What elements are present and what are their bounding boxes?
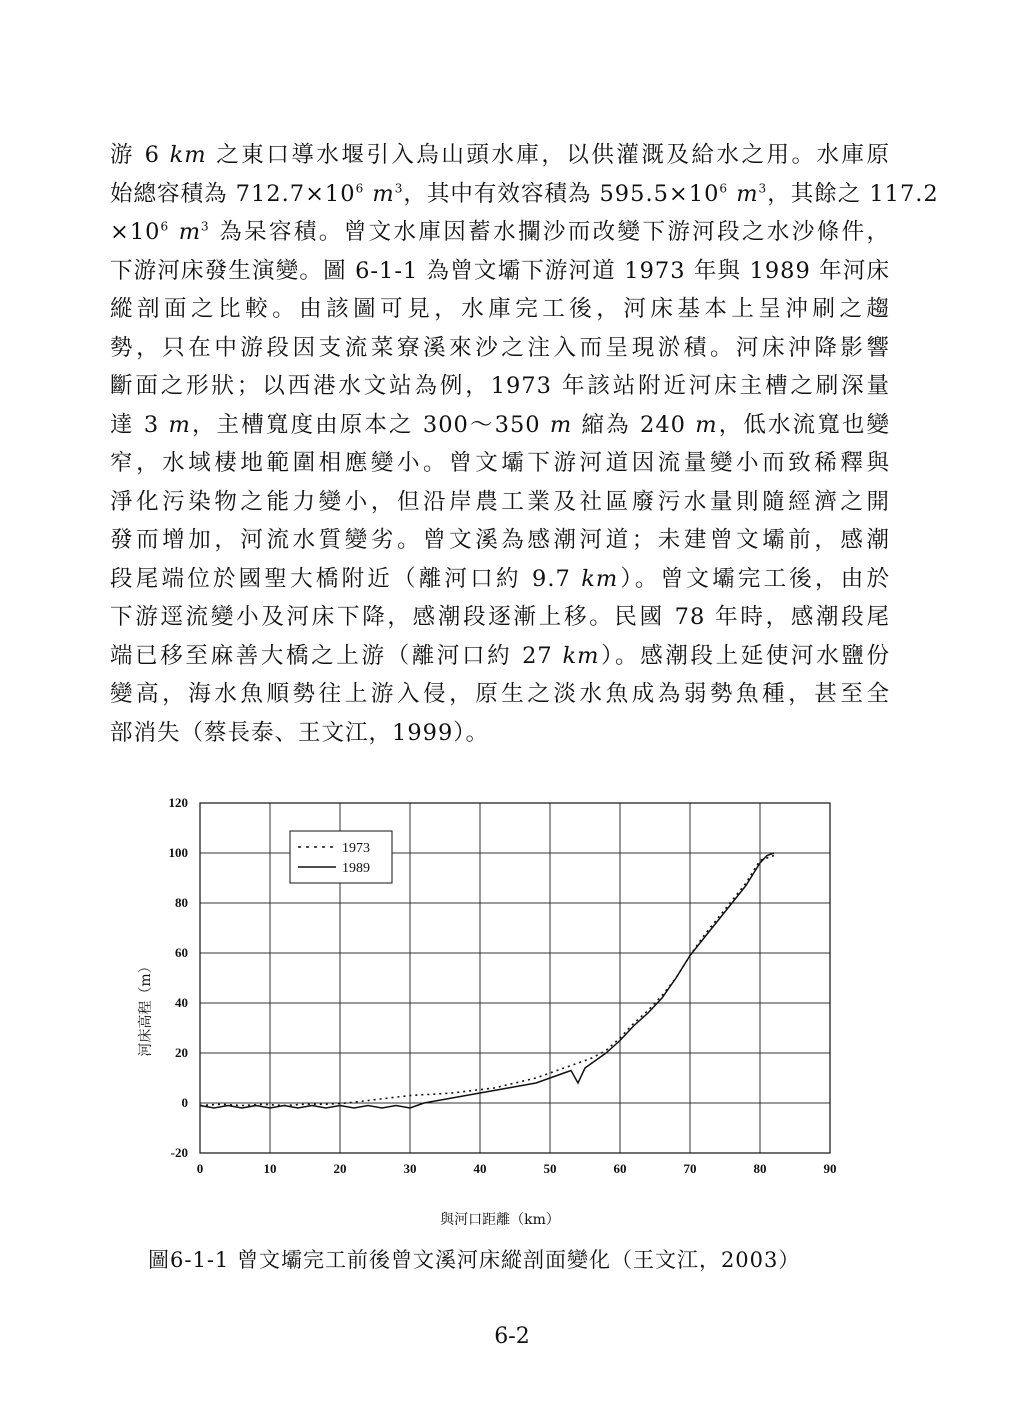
figure-caption: 圖6-1-1 曾文壩完工前後曾文溪河床縱剖面變化（王文江，2003） (148, 1248, 801, 1272)
y-tick-label: 80 (175, 895, 188, 910)
y-tick-label: 20 (175, 1045, 188, 1060)
y-tick-label: 100 (168, 845, 188, 860)
y-tick-label: 40 (175, 995, 188, 1010)
body-line: 窄，水域棲地範圍相應變小。曾文壩下游河道因流量變小而致稀釋與 (110, 450, 890, 476)
x-tick-label: 20 (333, 1161, 347, 1176)
x-tick-label: 50 (543, 1161, 557, 1176)
body-line: 淨化污染物之能力變小，但沿岸農工業及社區廢污水量則隨經濟之開 (110, 488, 890, 515)
body-line: 勢，只在中游段因支流菜寮溪來沙之注入而呈現淤積。河床沖降影響 (110, 334, 890, 361)
body-line: 變高，海水魚順勢往上游入侵，原生之淡水魚成為弱勢魚種，甚至全 (110, 681, 890, 707)
chart-axes (169, 795, 837, 1176)
y-axis-label: 河床高程（m） (138, 959, 154, 1057)
x-tick-label: 90 (823, 1161, 837, 1176)
body-line: 游 6 km 之東口導水堰引入烏山頭水庫，以供灌溉及給水之用。水庫原 (110, 142, 891, 168)
y-tick-label: 0 (181, 1095, 188, 1110)
chart-legend (290, 831, 392, 883)
legend-label-1973: 1973 (342, 841, 370, 856)
y-tick-label: -20 (170, 1145, 188, 1160)
x-tick-label: 40 (473, 1161, 487, 1176)
x-axis-label: 與河口距離（km） (440, 1212, 560, 1228)
body-line: 達 3 m，主槽寬度由原本之 300～350 m 縮為 240 m，低水流寬也變 (110, 411, 890, 438)
body-line: 下游逕流變小及河床下降，感潮段逐漸上移。民國 78 年時，感潮段尾 (110, 604, 890, 630)
x-tick-label: 60 (613, 1161, 627, 1176)
series-line-1973 (200, 856, 774, 1106)
legend-label-1989: 1989 (342, 861, 370, 876)
series-line-1989 (200, 853, 774, 1108)
chart-series (200, 853, 774, 1108)
body-line: 發而增加，河流水質變劣。曾文溪為感潮河道；未建曾文壩前，感潮 (110, 527, 890, 553)
body-line: $\times 10^6$ $m^3$ 為呆容積。曾文水庫因蓄水攔沙而改變下游河段之水沙條件， (110, 219, 891, 245)
page-number: 6-2 (494, 1324, 530, 1349)
x-tick-label: 30 (403, 1161, 417, 1176)
body-line: 下游河床發生演變。圖 6-1-1 為曾文壩下游河道 1973 年與 1989 年河床 (110, 257, 890, 284)
body-line: 端已移至麻善大橋之上游（離河口約 27 km）。感潮段上延使河水鹽份 (110, 642, 890, 669)
body-line: 斷面之形狀；以西港水文站為例，1973 年該站附近河床主槽之刷深量 (110, 373, 890, 399)
body-line: 部消失（蔡長泰、王文江，1999）。 (110, 719, 490, 746)
body-line: 段尾端位於國聖大橋附近（離河口約 9.7 km）。曾文壩完工後，由於 (110, 565, 890, 592)
body-text (110, 136, 939, 752)
body-line: 縱剖面之比較。由該圖可見，水庫完工後，河床基本上呈沖刷之趨 (110, 296, 890, 322)
x-tick-label: 80 (753, 1161, 767, 1176)
x-tick-label: 10 (263, 1161, 277, 1176)
x-tick-label: 0 (196, 1161, 204, 1176)
y-tick-label: 120 (168, 795, 188, 810)
legend-box (290, 831, 392, 883)
x-tick-label: 70 (683, 1161, 697, 1176)
body-line: 始總容積為 $712.7\times 10^6$ $m^3$，其中有效容積為 $595.5\times 10^6$ $m^3$，其餘之 117.2 (110, 180, 939, 207)
y-tick-label: 60 (175, 945, 188, 960)
river-bed-profile-chart (120, 788, 860, 1238)
